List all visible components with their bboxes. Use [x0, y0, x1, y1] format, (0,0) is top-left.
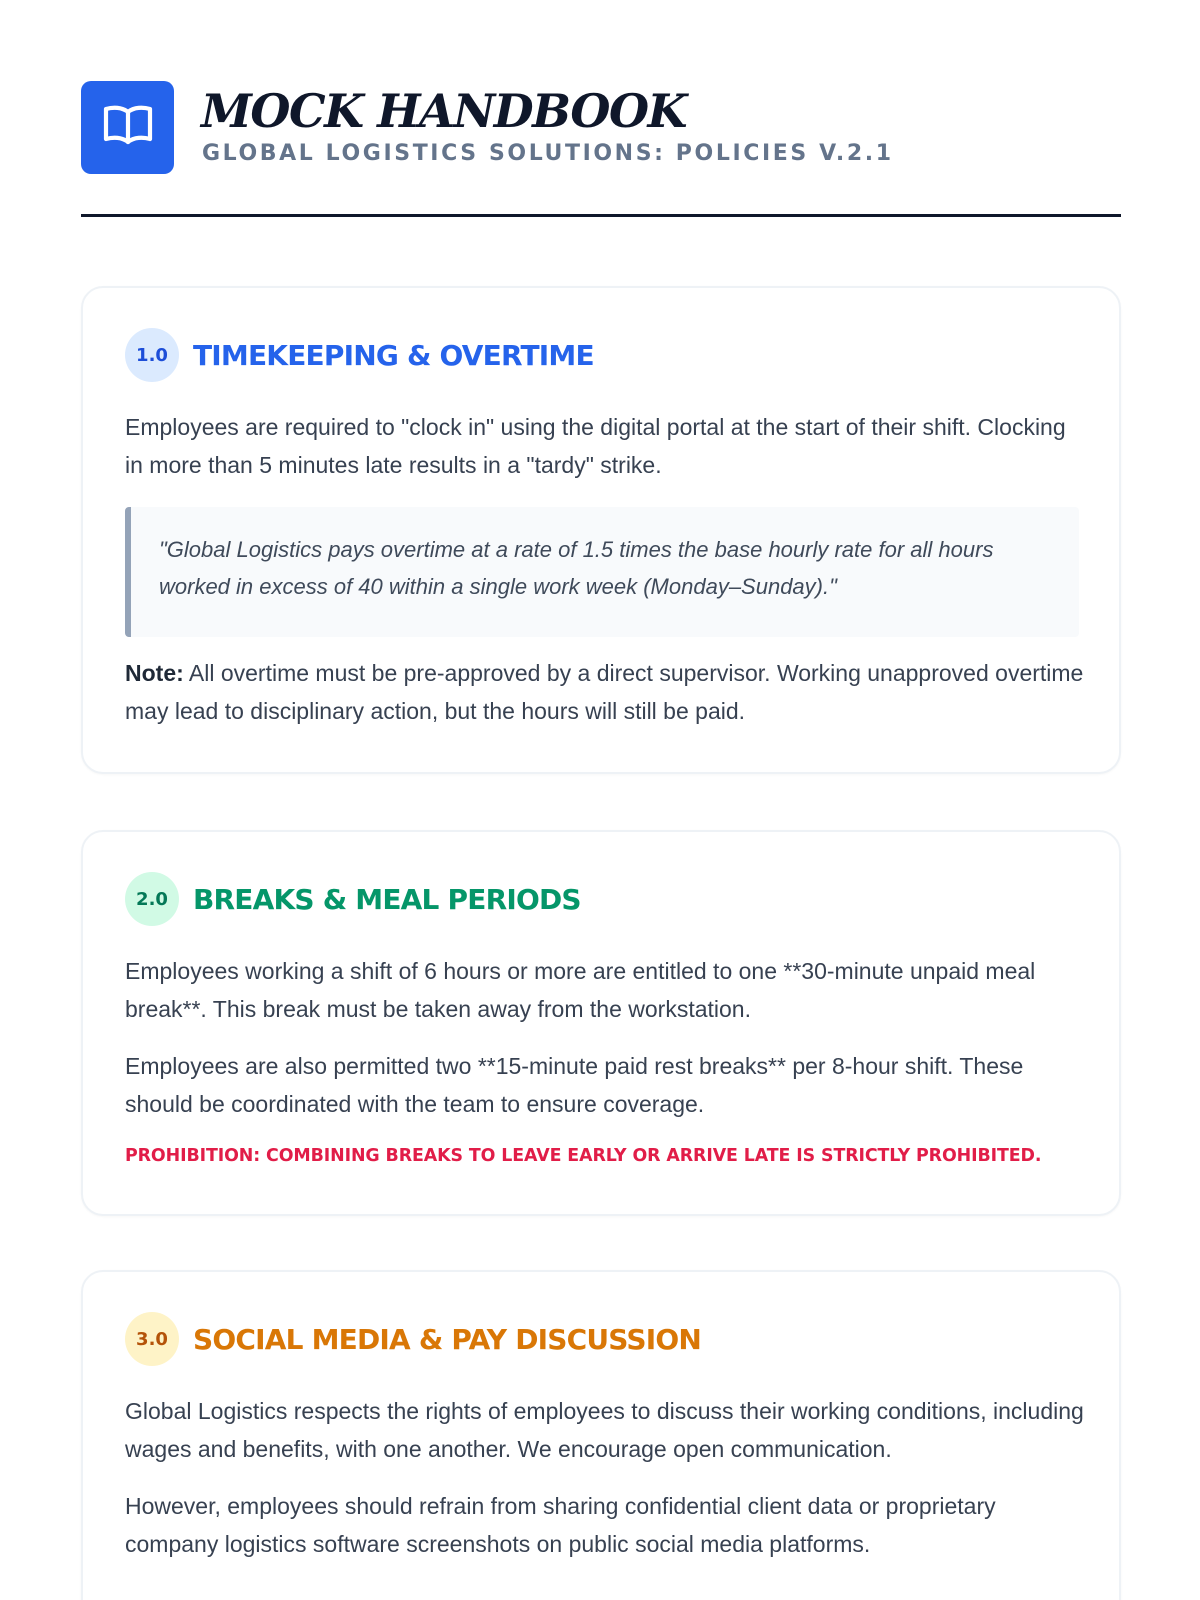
section-body [125, 408, 1085, 484]
section-heading [125, 1312, 701, 1366]
meal-break-paragraph: Employees working a shift of 6 hours or more are entitled to one **30-minute unpaid meal break**. This break must be taken away from the workstation. [125, 958, 1036, 1022]
prohibition-warning: PROHIBITION: COMBINING BREAKS TO LEAVE EARLY OR ARRIVE LATE IS STRICTLY PROHIBITED. [125, 1146, 1042, 1166]
note-text: All overtime must be pre-approved by a direct supervisor. Working unapproved overtime may lead to disciplinary action, but the hours will still be paid. [125, 660, 1084, 724]
note-block [125, 654, 1085, 730]
page-subtitle: GLOBAL LOGISTICS SOLUTIONS: POLICIES V.2.1 [202, 141, 894, 166]
section-number-badge: 3.0 [125, 1312, 179, 1366]
timekeeping-paragraph: Employees are required to "clock in" using the digital portal at the start of their shift. Clocking in more than 5 minutes late results in a "tardy" strike. [125, 414, 1066, 478]
rest-break-paragraph: Employees are also permitted two **15-minute paid rest breaks** per 8-hour shift. These should be coordinated with the team to ensure coverage. [125, 1053, 1024, 1117]
section-heading [125, 872, 581, 926]
section-title: SOCIAL MEDIA & PAY DISCUSSION [193, 1322, 702, 1356]
logo [81, 81, 174, 174]
section-body [125, 1392, 1085, 1563]
handbook-header [81, 81, 1121, 217]
section-title: BREAKS & MEAL PERIODS [193, 882, 581, 916]
section-title: TIMEKEEPING & OVERTIME [193, 338, 594, 372]
section-breaks [81, 830, 1121, 1216]
section-number-badge: 1.0 [125, 328, 179, 382]
open-book-icon [102, 102, 154, 153]
section-social-media [81, 1270, 1121, 1600]
section-number-badge: 2.0 [125, 872, 179, 926]
overtime-policy-quote [125, 507, 1079, 637]
page-title: MOCK HANDBOOK [201, 84, 687, 138]
section-timekeeping [81, 286, 1121, 774]
section-heading [125, 328, 594, 382]
quote-text: "Global Logistics pays overtime at a rate of 1.5 times the base hourly rate for all hours worked in excess of 40 within a single work week (Monday–Sunday)." [159, 537, 994, 599]
section-body [125, 952, 1085, 1123]
note-label: Note: [125, 660, 184, 686]
overtime-note [125, 654, 1085, 730]
confidential-data-paragraph: However, employees should refrain from sharing confidential client data or proprietary company logistics software screenshots on public social media platforms. [125, 1493, 996, 1557]
pay-discussion-paragraph: Global Logistics respects the rights of employees to discuss their working conditions, including wages and benefits, with one another. We encourage open communication. [125, 1398, 1084, 1462]
